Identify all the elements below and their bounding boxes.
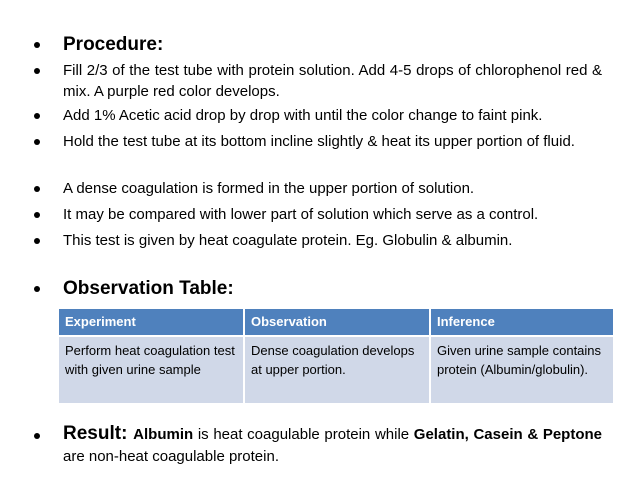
procedure-item-text: This test is given by heat coagulate protein. Eg. Globulin & albumin.	[63, 232, 513, 249]
bullet-icon	[34, 238, 40, 244]
result-text-2: are non-heat coagulable protein.	[63, 448, 279, 465]
bullet-icon	[34, 212, 40, 218]
procedure-heading-text: Procedure:	[63, 34, 164, 55]
procedure-heading	[34, 33, 602, 57]
procedure-item	[34, 131, 602, 152]
column-header-inference: Inference	[431, 309, 613, 335]
procedure-item-text: Fill 2/3 of the test tube with protein solution. Add 4-5 drops of chlorophenol red & mix. A purple red color develops.	[63, 62, 602, 100]
procedure-item-text: Add 1% Acetic acid drop by drop with until the color change to faint pink.	[63, 107, 543, 124]
procedure-item-text: Hold the test tube at its bottom incline slightly & heat its upper portion of fluid.	[63, 133, 575, 150]
bullet-icon	[34, 113, 40, 119]
bullet-icon	[34, 433, 40, 439]
table-cell-inference: Given urine sample contains protein (Albumin/globulin).	[431, 337, 613, 403]
procedure-item	[34, 204, 602, 225]
bullet-icon	[34, 286, 40, 292]
procedure-item-text: A dense coagulation is formed in the upper portion of solution.	[63, 180, 475, 197]
bullet-icon	[34, 186, 40, 192]
observation-heading	[34, 277, 602, 301]
table-cell-experiment: Perform heat coagulation test with given urine sample	[59, 337, 243, 403]
result-text-1: is heat coagulable protein while	[193, 426, 414, 443]
table-cell-observation: Dense coagulation develops at upper portion.	[245, 337, 429, 403]
procedure-item	[34, 60, 602, 102]
observation-heading-text: Observation Table:	[63, 278, 234, 299]
observation-table	[57, 307, 615, 405]
bullet-icon	[34, 68, 40, 74]
table-header-row	[59, 309, 613, 335]
result-term-others: Gelatin, Casein & Peptone	[413, 426, 602, 443]
column-header-experiment: Experiment	[59, 309, 243, 335]
result-paragraph	[34, 423, 602, 468]
result-label: Result:	[63, 423, 134, 444]
bullet-icon	[34, 42, 40, 48]
procedure-item	[34, 230, 602, 251]
table-row	[59, 337, 613, 403]
result-term-albumin: Albumin	[133, 426, 194, 443]
column-header-observation: Observation	[245, 309, 429, 335]
procedure-item-text: It may be compared with lower part of solution which serve as a control.	[63, 206, 539, 223]
procedure-item	[34, 105, 602, 126]
procedure-item	[34, 178, 602, 199]
bullet-icon	[34, 139, 40, 145]
